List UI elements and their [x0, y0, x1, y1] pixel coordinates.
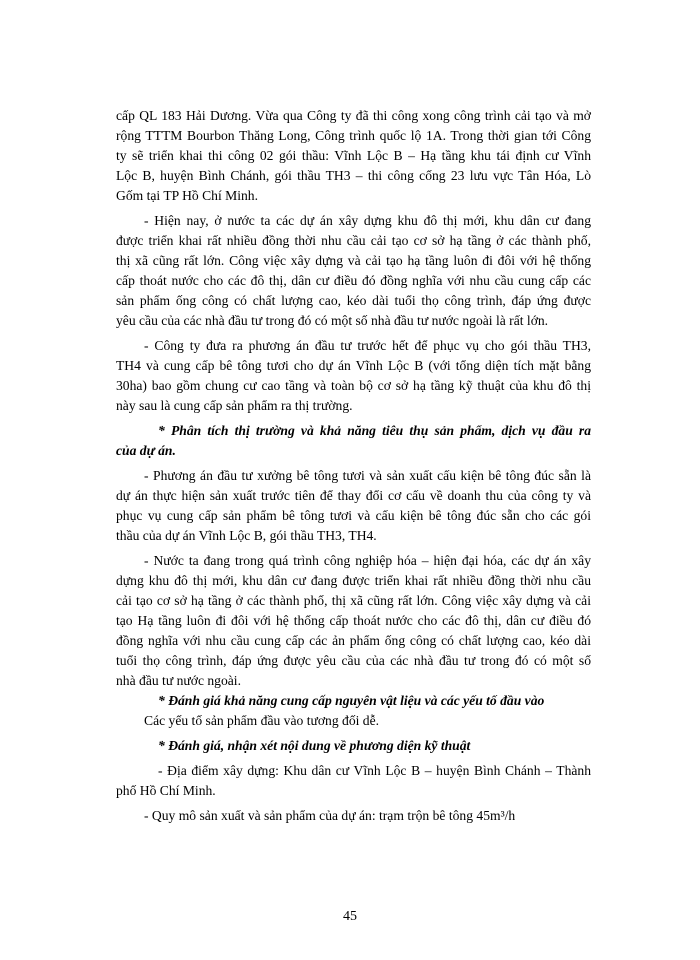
text-line: phố Hồ Chí Minh. — [116, 783, 216, 798]
text-line: yêu cầu của các nhà đầu tư trong đó có một số nhà đầu tư nước ngoài là rất lớn. — [116, 313, 549, 328]
heading-line: * Đánh giá, nhận xét nội dung về phương diện kỹ thuật — [158, 738, 471, 753]
heading-material-supply — [116, 691, 591, 711]
text-line: đồng nghĩa với nhu cầu cung cấp các ản phẩm ống công có chất lượng cao, kéo dài — [116, 633, 591, 648]
text-line: rộng TTTM Bourbon Thăng Long, Công trình quốc lộ 1A. Trong thời gian tới Công — [116, 128, 591, 143]
text-line: cấp thoát nước cho các đô thị, dân cư điều đó đồng nghĩa với nhu cầu cung cấp các — [116, 273, 591, 288]
text-line: Các yếu tố sản phẩm đầu vào tương đối dễ. — [144, 713, 380, 728]
heading-line: * Đánh giá khả năng cung cấp nguyên vật liệu và các yếu tố đầu vào — [158, 693, 545, 708]
text-line: tuổi thọ công trình, đáp ứng được yêu cầu của các nhà đầu tư trong đó có một số — [116, 653, 591, 668]
paragraph-location — [116, 761, 591, 801]
text-line: cải tạo cơ sở hạ tầng ở các thành phố, thị xã cũng rất lớn. Công việc xây dựng và cải — [116, 593, 591, 608]
heading-line: * Phân tích thị trường và khả năng tiêu thụ sản phẩm, dịch vụ đầu ra — [158, 423, 591, 438]
text-line: TH4 và cung cấp bê tông tươi cho dự án Vĩnh Lộc B (với tổng diện tích mặt bằng — [116, 358, 591, 373]
paragraph-concrete-plant — [116, 466, 591, 546]
text-line: này sau là cung cấp sản phẩm ra thị trường. — [116, 398, 353, 413]
heading-technical-evaluation — [116, 736, 591, 756]
text-line: cấp QL 183 Hải Dương. Vừa qua Công ty đã thi công xong công trình cải tạo và mở — [116, 108, 591, 123]
paragraph-industrialization — [116, 551, 591, 691]
text-line: thị xã cũng rất lớn. Công việc xây dựng và cải tạo hạ tầng luôn đi đôi với hệ thống — [116, 253, 591, 268]
text-line: - Quy mô sản xuất và sản phẩm của dự án: trạm trộn bê tông 45m³/h — [144, 808, 516, 823]
paragraph-inputs — [116, 711, 591, 731]
paragraph-continuation — [116, 106, 591, 206]
text-line: ty sẽ triển khai thi công 02 gói thầu: Vĩnh Lộc B – Hạ tầng khu tái định cư Vĩnh — [116, 148, 591, 163]
text-line: sản phẩm ống công có chất lượng cao, kéo dài tuổi thọ công trình, đáp ứng được — [116, 293, 591, 308]
text-line: - Địa điểm xây dựng: Khu dân cư Vĩnh Lộc B – huyện Bình Chánh – Thành — [158, 763, 591, 778]
document-body — [116, 106, 591, 826]
text-line: được triển khai rất nhiều đồng thời nhu cầu cải tạo cơ sở hạ tầng ở các thành phố, — [116, 233, 591, 248]
page-number: 45 — [343, 909, 357, 924]
text-line: dựng khu đô thị mới, khu dân cư đang được triển khai rất nhiều đồng thời nhu cầu — [116, 573, 591, 588]
paragraph-production-scale — [116, 806, 591, 826]
text-line: phục vụ cung cấp sản phẩm bê tông tươi và cấu kiện bê tông đúc sẵn cho các gói — [116, 508, 591, 523]
text-line: 30ha) bao gồm chung cư cao tầng và toàn bộ cơ sở hạ tầng kỹ thuật của khu đô thị — [116, 378, 591, 393]
heading-market-analysis — [116, 421, 591, 461]
paragraph-investment-plan — [116, 336, 591, 416]
text-line: - Phương án đầu tư xưởng bê tông tươi và sản xuất cấu kiện bê tông đúc sẵn là — [144, 468, 591, 483]
text-line: - Công ty đưa ra phương án đầu tư trước hết để phục vụ cho gói thầu TH3, — [144, 338, 591, 353]
text-line: Lộc B, huyện Bình Chánh, gói thầu TH3 – thi công cống 23 lưu vực Tân Hóa, Lò — [116, 168, 591, 183]
paragraph-urban-demand — [116, 211, 591, 331]
text-line: tạo Hạ tầng luôn đi đôi với hệ thống cấp thoát nước cho các đô thị, dân cư điều đó — [116, 613, 591, 628]
text-line: - Nước ta đang trong quá trình công nghiệp hóa – hiện đại hóa, các dự án xây — [144, 553, 591, 568]
text-line: thầu của dự án Vĩnh Lộc B, gói thầu TH3, TH4. — [116, 528, 377, 543]
text-line: - Hiện nay, ở nước ta các dự án xây dựng khu đô thị mới, khu dân cư đang — [144, 213, 591, 228]
text-line: Gốm tại TP Hồ Chí Minh. — [116, 188, 258, 203]
text-line: dự án thực hiện sản xuất trước tiên để thay đổi cơ cấu về doanh thu của công ty và — [116, 488, 591, 503]
text-line: nhà đầu tư nước ngoài. — [116, 673, 241, 688]
heading-line: của dự án. — [116, 443, 176, 458]
